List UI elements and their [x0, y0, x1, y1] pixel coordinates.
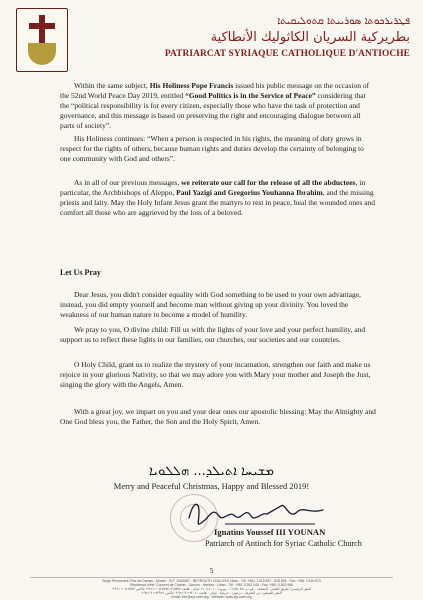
footer-arabic-line-2: المقر الصيفي: دير الشرفة - درعون - حريصا - لبنان - هاتف ٢٦٣٠٤٠ ٩ ٩٦١+ فاكس ٢٦٣٩٦٦ ٩ ٩٦١+ [141, 591, 282, 595]
signatory-title: Patriarch of Antioch for Syriac Catholic Church [205, 539, 362, 548]
footer-address-line-2: Résidence d'été: Couvent de Charfet - Daroun - Harissa - Liban - Tél. +961 9 263 040 - Fax: +961 9 263 966 [130, 583, 293, 587]
header-syriac-name: ܦܛܪܝܪܟܘܬܐ ܣܘܪܝܝܬܐ ܩܬܘܠܝܩܝܬܐ [277, 16, 410, 27]
footer-contact-line: Email: info@syr-cath.org - Website: www.syr-cath.org [171, 595, 252, 599]
paragraph-pope-message: Within the same subject, His Holiness Pope Francis issued his public message on the occasion of the 52nd World Peace Day 2019, entitled “Good Politics is in the Service of Peace” considering that the “political responsibility is for every citizen, especially those who have the task of protection and governance, and this message is based on preserving the right and encouraging dialogue between all parts of society”. [60, 81, 370, 130]
page-number: 5 [209, 566, 214, 575]
footer-divider [30, 577, 393, 578]
prayer-heading: Let Us Pray [60, 268, 101, 277]
signatory-name: Ignatius Youssef III YOUNAN [214, 527, 326, 537]
patriarchate-emblem-logo [16, 8, 68, 72]
prayer-paragraph-3: O Holy Child, grant us to realize the mystery of your incarnation, strengthen our faith and make us rejoice in your glorious Nativity, so that we may adore you with Mary your mother and Joseph the Just, singing the glory with the Angels, Amen. [60, 360, 371, 389]
paragraph-holiness-continues: His Holiness continues: “When a person is respected in his rights, the meaning of duty grows in respect for the rights of others, because human rights and duties develop the certainty of belonging to one community with God and others”. [60, 134, 364, 163]
footer-address-line-1: Siège Permanent: Rue de Damas - Musée - B.P. 116/5087 - BEYROUTH 1106-2010 Liban - Tél. +961 1 615 892 - 615 894 - Fax: +961 1 616 573 [102, 579, 321, 583]
prayer-paragraph-2: We pray to you, O divine child: Fill us with the lights of your love and your perfect humility, and support us to reflect these lights in our families, our churches, our societies and our countries. [60, 325, 366, 344]
header-arabic-name: بطريركية السريان الكاثوليك الأنطاكية [210, 30, 410, 45]
blessing-paragraph: With a great joy, we impart on you and your dear ones our apostolic blessing: May the Almighty and One God bless you, the Father, the Son and the Holy Spirit, Amen. [60, 407, 376, 426]
prayer-paragraph-1: Dear Jesus, you didn't consider equality with God something to be used to your own advantage, instead, you did empty yourself and become man without giving up your divinity. You loved the weakness of our human nature to become a model of humility. [60, 290, 361, 319]
paragraph-abductees: As in all of our previous messages, we reiterate our call for the release of all the abductees, in particular, the Archbishops of Aleppo, Paul Yazigi and Gregorius Youhanna Ibrahim, and the missing priests and laity. May the Holy Infant Jesus grant the martyrs to rest in peace, heal the wounded ones and comfort all those who are aggrieved by the loss of a beloved. [60, 178, 376, 217]
header-french-name: PATRIARCAT SYRIAQUE CATHOLIQUE D'ANTIOCHE [164, 49, 410, 59]
closing-greeting: Merry and Peaceful Christmas, Happy and Blessed 2019! [113, 481, 310, 491]
syriac-christmas-greeting: ܡܫܝܚܐ ܐܬܝܠܕ... ܗܠܠܘܝܐ [149, 464, 274, 479]
footer-arabic-line-1: المقر الرئيسي: طريق الشام - المتحف - ص.ب. ١١٦/٥٠٨٧ - بيروت ٢٠١٠-١١٠٦ لبنان - هاتف ٦١٥٨٩٢-٦١٥٨٩٤ ١ ٩٦١+ فاكس ٦١٦٥٧٣ ١ ٩٦١+ [111, 587, 312, 591]
